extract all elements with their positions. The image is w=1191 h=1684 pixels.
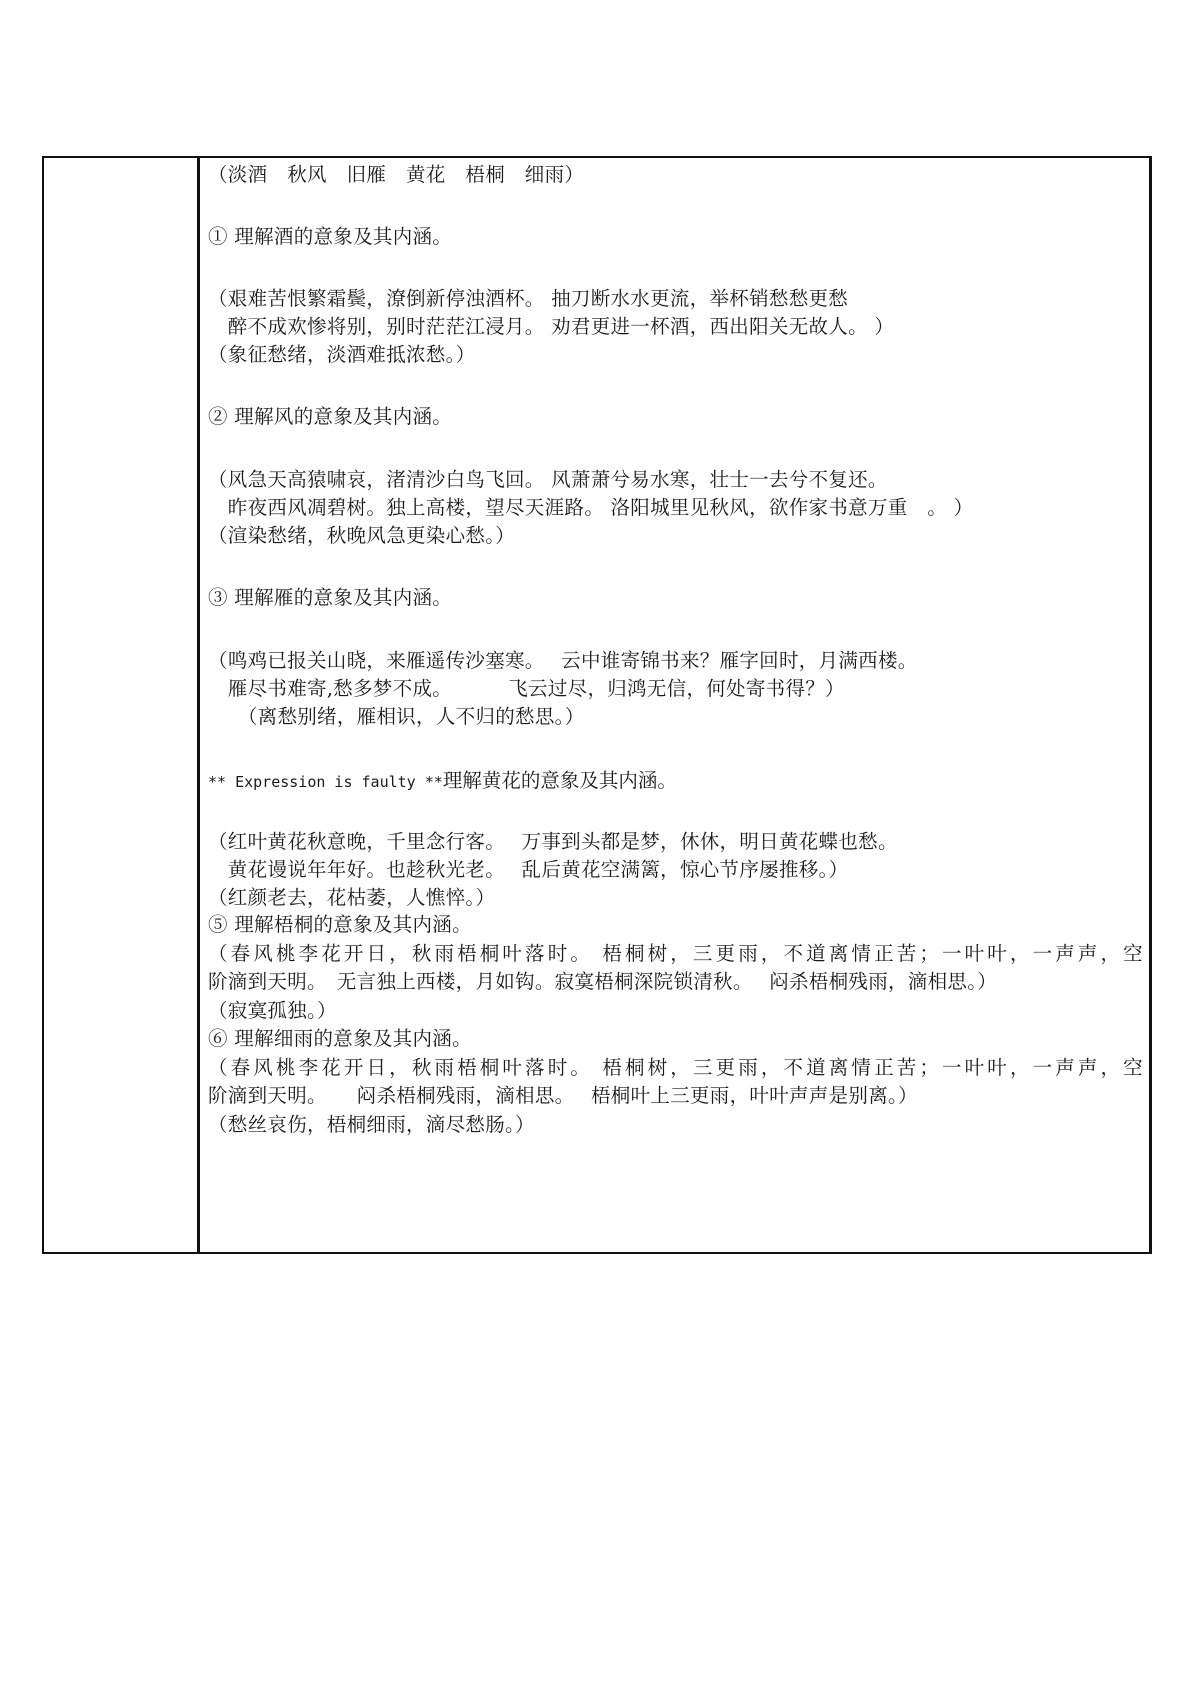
poem-line: （春风桃李花开日，秋雨梧桐叶落时。 梧桐树，三更雨，不道离情正苦；一叶叶，一声声，空 — [208, 1056, 1143, 1079]
column-divider — [197, 158, 200, 1252]
poem-line: 昨夜西风凋碧树。独上高楼，望尽天涯路。 洛阳城里见秋风，欲作家书意万重 。 ） — [208, 496, 974, 519]
error-prefix: ** Expression is faulty ** — [208, 773, 443, 791]
section-heading-wind: ② 理解风的意象及其内涵。 — [208, 405, 453, 428]
section-heading-wine: ① 理解酒的意象及其内涵。 — [208, 225, 453, 248]
section-heading-parasol: ⑤ 理解梧桐的意象及其内涵。 — [208, 913, 472, 936]
meaning-line: （离愁别绪，雁相识，人不归的愁思。） — [208, 705, 585, 728]
poem-line: 雁尽书难寄,愁多梦不成。 飞云过尽，归鸿无信，何处寄书得？） — [208, 677, 845, 700]
section-heading-goose: ③ 理解雁的意象及其内涵。 — [208, 586, 453, 609]
meaning-line: （渲染愁绪，秋晚风急更染心愁。） — [208, 524, 516, 547]
content-cell — [208, 158, 1143, 1252]
poem-line: 醉不成欢惨将别，别时茫茫江浸月。 劝君更进一杯酒，西出阳关无故人。 ） — [208, 315, 895, 338]
meaning-line: （寂寞孤独。） — [208, 999, 337, 1022]
section-heading-text: 理解黄花的意象及其内涵。 — [442, 769, 677, 792]
poem-line: （艰难苦恨繁霜鬓，潦倒新停浊酒杯。 抽刀断水水更流，举杯销愁愁更愁 — [208, 287, 849, 310]
keywords-line: （淡酒 秋风 旧雁 黄花 梧桐 细雨） — [208, 163, 585, 186]
poem-line: （红叶黄花秋意晚，千里念行客。 万事到头都是梦，休休，明日黄花蝶也愁。 — [208, 830, 898, 853]
poem-line: （风急天高猿啸哀，渚清沙白鸟飞回。 风萧萧兮易水寒，壮士一去兮不复还。 — [208, 468, 888, 491]
poem-line: 阶滴到天明。 闷杀梧桐残雨，滴相思。 梧桐叶上三更雨，叶叶声声是别离。） — [208, 1084, 918, 1107]
meaning-line: （红颜老去，花枯萎，人憔悴。） — [208, 886, 496, 909]
document-table — [42, 156, 1152, 1254]
meaning-line: （象征愁绪，淡酒难抵浓愁。） — [208, 343, 476, 366]
poem-line: （鸣鸡已报关山晓，来雁遥传沙塞寒。 云中谁寄锦书来？雁字回时，月满西楼。 — [208, 649, 918, 672]
poem-line: 黄花谩说年年好。也趁秋光老。 乱后黄花空满篱，惊心节序屡推移。） — [208, 858, 849, 881]
section-heading-chrysanthemum — [208, 768, 677, 795]
section-heading-drizzle: ⑥ 理解细雨的意象及其内涵。 — [208, 1027, 472, 1050]
meaning-line: （愁丝哀伤，梧桐细雨，滴尽愁肠。） — [208, 1113, 535, 1136]
poem-line: 阶滴到天明。 无言独上西楼，月如钩。寂寞梧桐深院锁清秋。 闷杀梧桐残雨，滴相思。） — [208, 970, 998, 993]
poem-line: （春风桃李花开日，秋雨梧桐叶落时。 梧桐树，三更雨，不道离情正苦；一叶叶，一声声，空 — [208, 942, 1143, 965]
